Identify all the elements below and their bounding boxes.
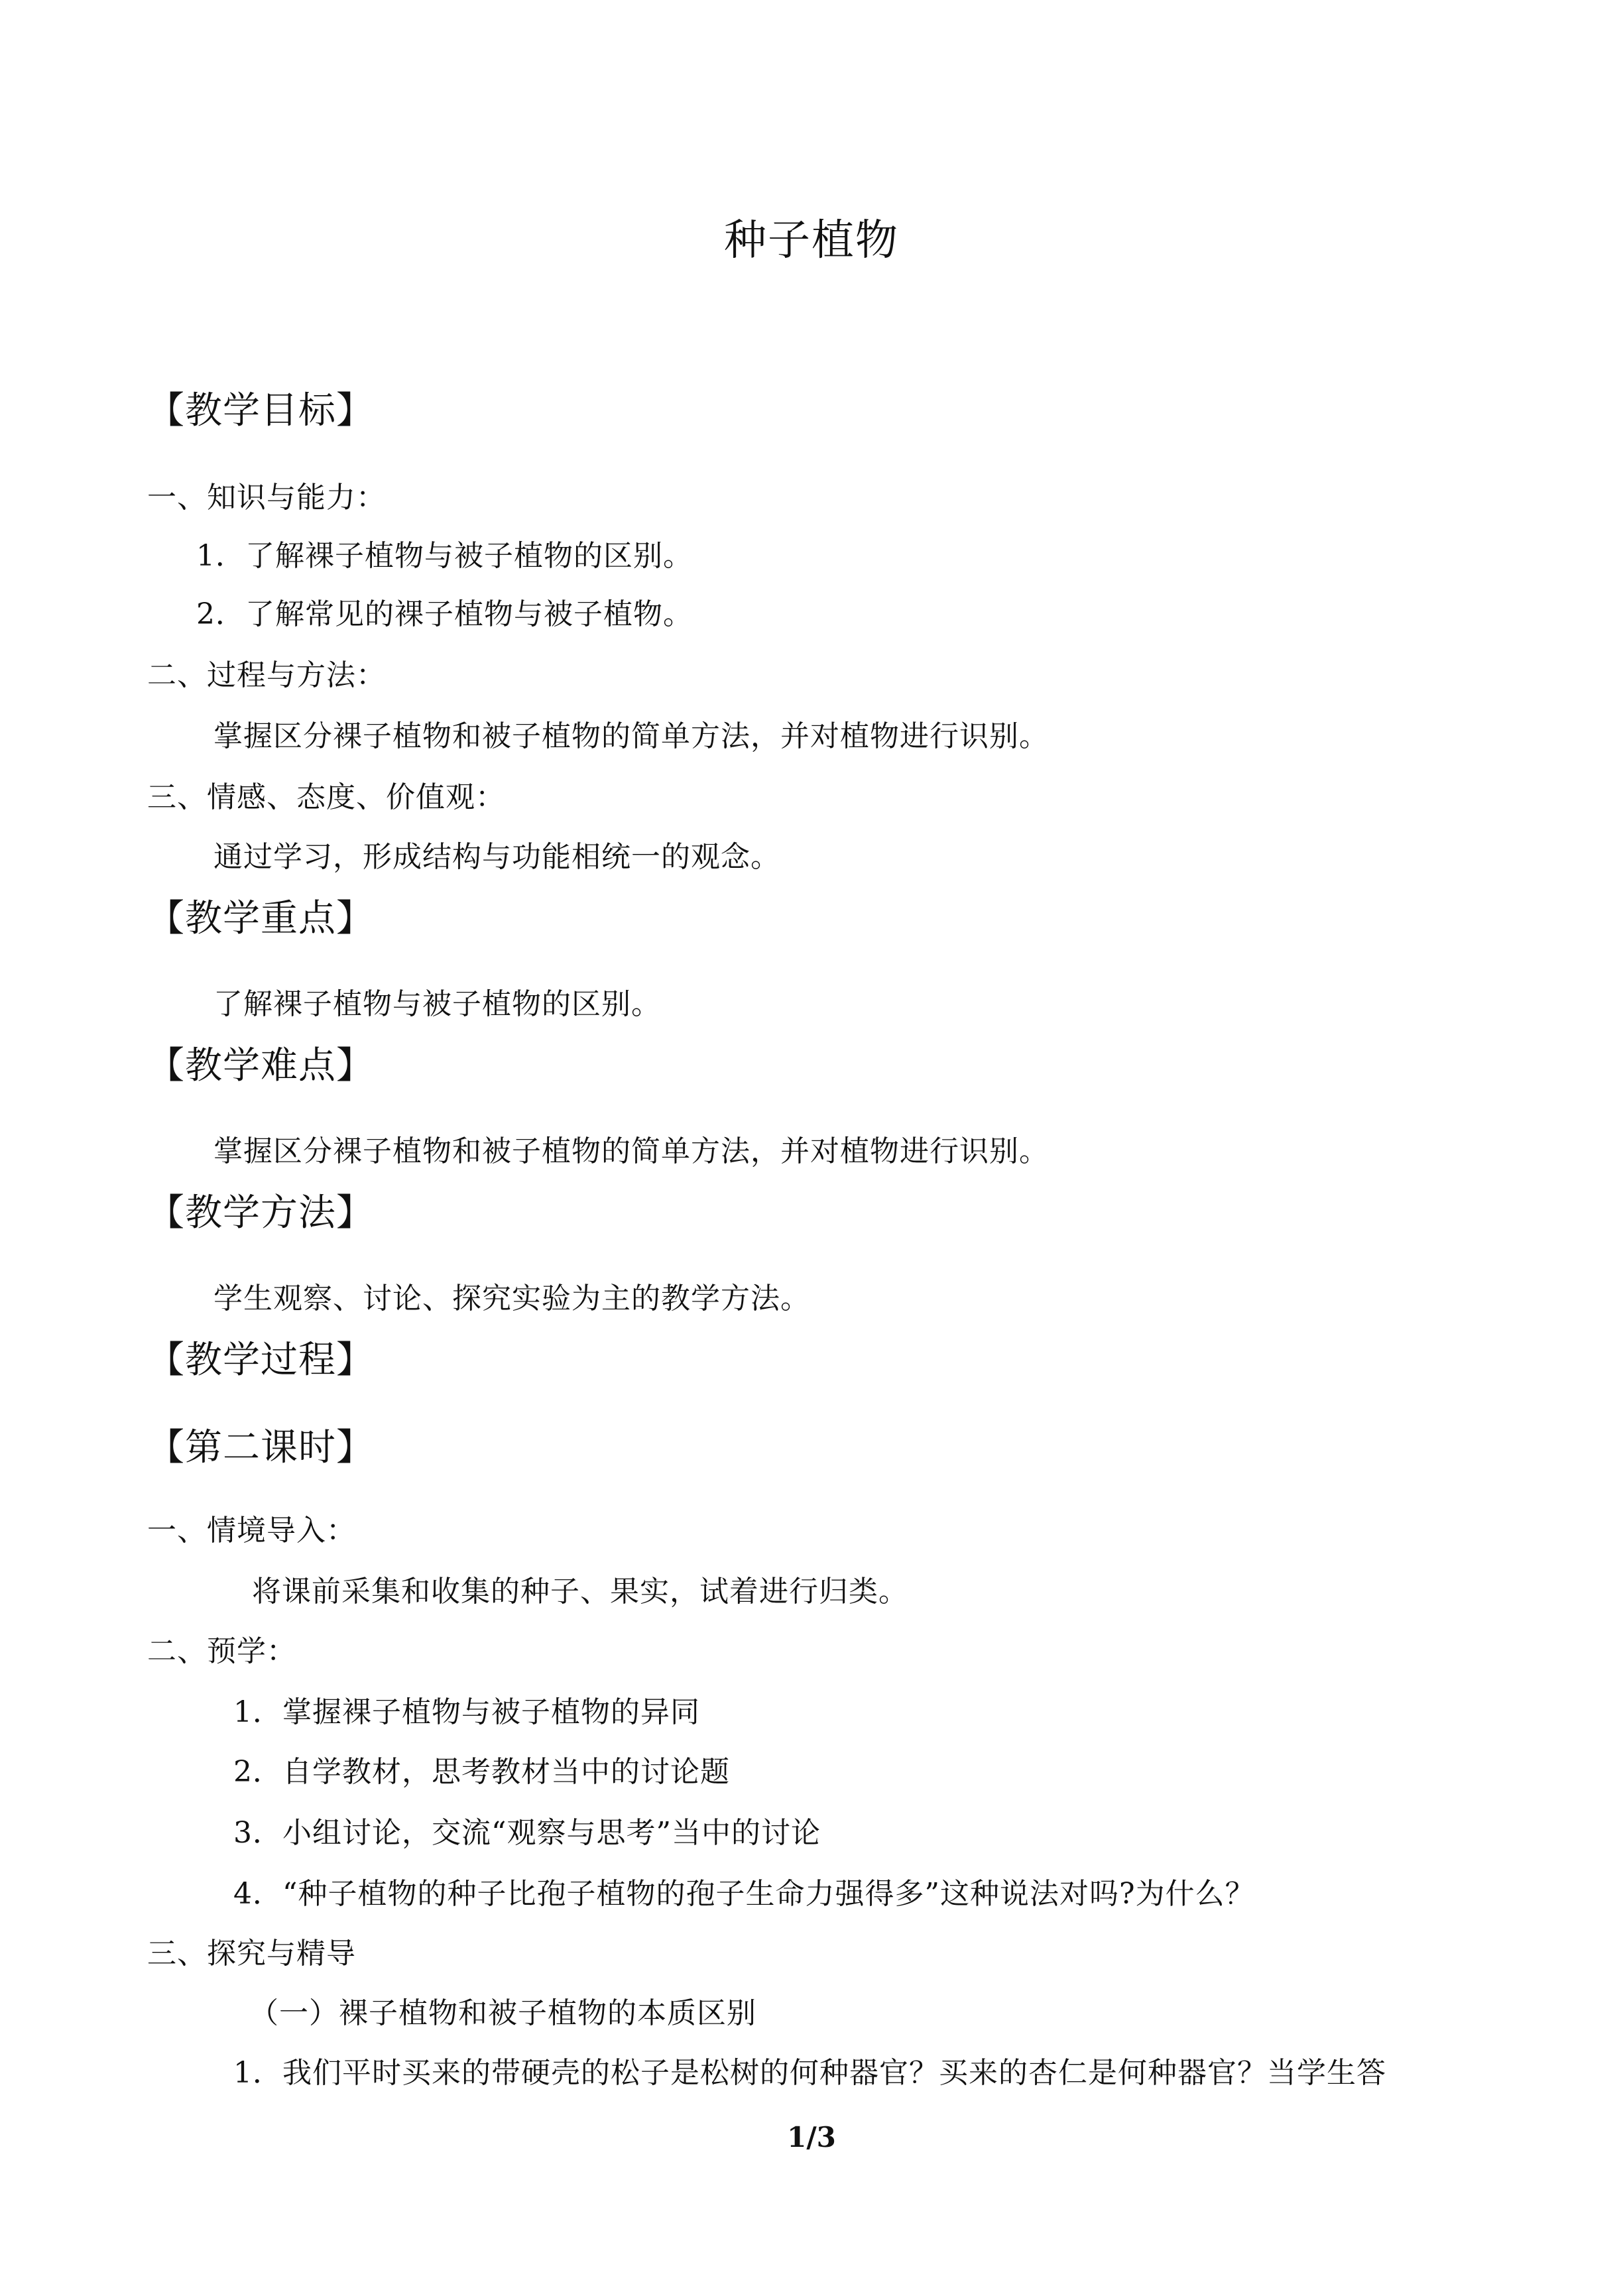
subheading-preview: 二、预学：	[147, 1634, 296, 1668]
subheading-emotion: 三、情感、态度、价值观：	[147, 780, 505, 814]
list-item: 3．小组讨论，交流“观察与思考”当中的讨论	[233, 1816, 821, 1850]
heading-key-points: 【教学重点】	[147, 897, 374, 940]
subheading-explore-essential: （一）裸子植物和被子植物的本质区别	[249, 1996, 756, 2030]
page-number: 1/3	[787, 2121, 836, 2153]
list-item: 1．掌握裸子植物与被子植物的异同	[233, 1695, 700, 1729]
subheading-process: 二、过程与方法：	[147, 658, 386, 692]
heading-teaching-process: 【教学过程】	[147, 1339, 374, 1382]
paragraph: 掌握区分裸子植物和被子植物的简单方法，并对植物进行识别。	[213, 719, 1049, 753]
paragraph: 将课前采集和收集的种子、果实，试着进行归类。	[252, 1575, 908, 1608]
paragraph: 了解裸子植物与被子植物的区别。	[213, 987, 661, 1021]
list-item: 1．我们平时买来的带硬壳的松子是松树的何种器官？买来的杏仁是何种器官？当学生答	[233, 2056, 1386, 2090]
list-item: 1．了解裸子植物与被子植物的区别。	[196, 539, 693, 573]
subheading-explore: 三、探究与精导	[147, 1937, 356, 1970]
page-title: 种子植物	[724, 216, 899, 265]
list-item: 4．“种子植物的种子比孢子植物的孢子生命力强得多”这种说法对吗?为什么？	[233, 1877, 1255, 1911]
subheading-intro: 一、情境导入：	[147, 1514, 356, 1547]
paragraph: 通过学习，形成结构与功能相统一的观念。	[213, 840, 780, 874]
heading-teaching-method: 【教学方法】	[147, 1191, 374, 1235]
list-item: 2．自学教材，思考教材当中的讨论题	[233, 1755, 730, 1789]
heading-second-lesson: 【第二课时】	[147, 1426, 374, 1469]
heading-teaching-goals: 【教学目标】	[147, 389, 374, 432]
paragraph: 学生观察、讨论、探究实验为主的教学方法。	[213, 1282, 810, 1315]
list-item: 2．了解常见的裸子植物与被子植物。	[196, 597, 693, 631]
subheading-knowledge: 一、知识与能力：	[147, 481, 386, 514]
heading-difficulties: 【教学难点】	[147, 1044, 374, 1087]
paragraph: 掌握区分裸子植物和被子植物的简单方法，并对植物进行识别。	[213, 1134, 1049, 1168]
